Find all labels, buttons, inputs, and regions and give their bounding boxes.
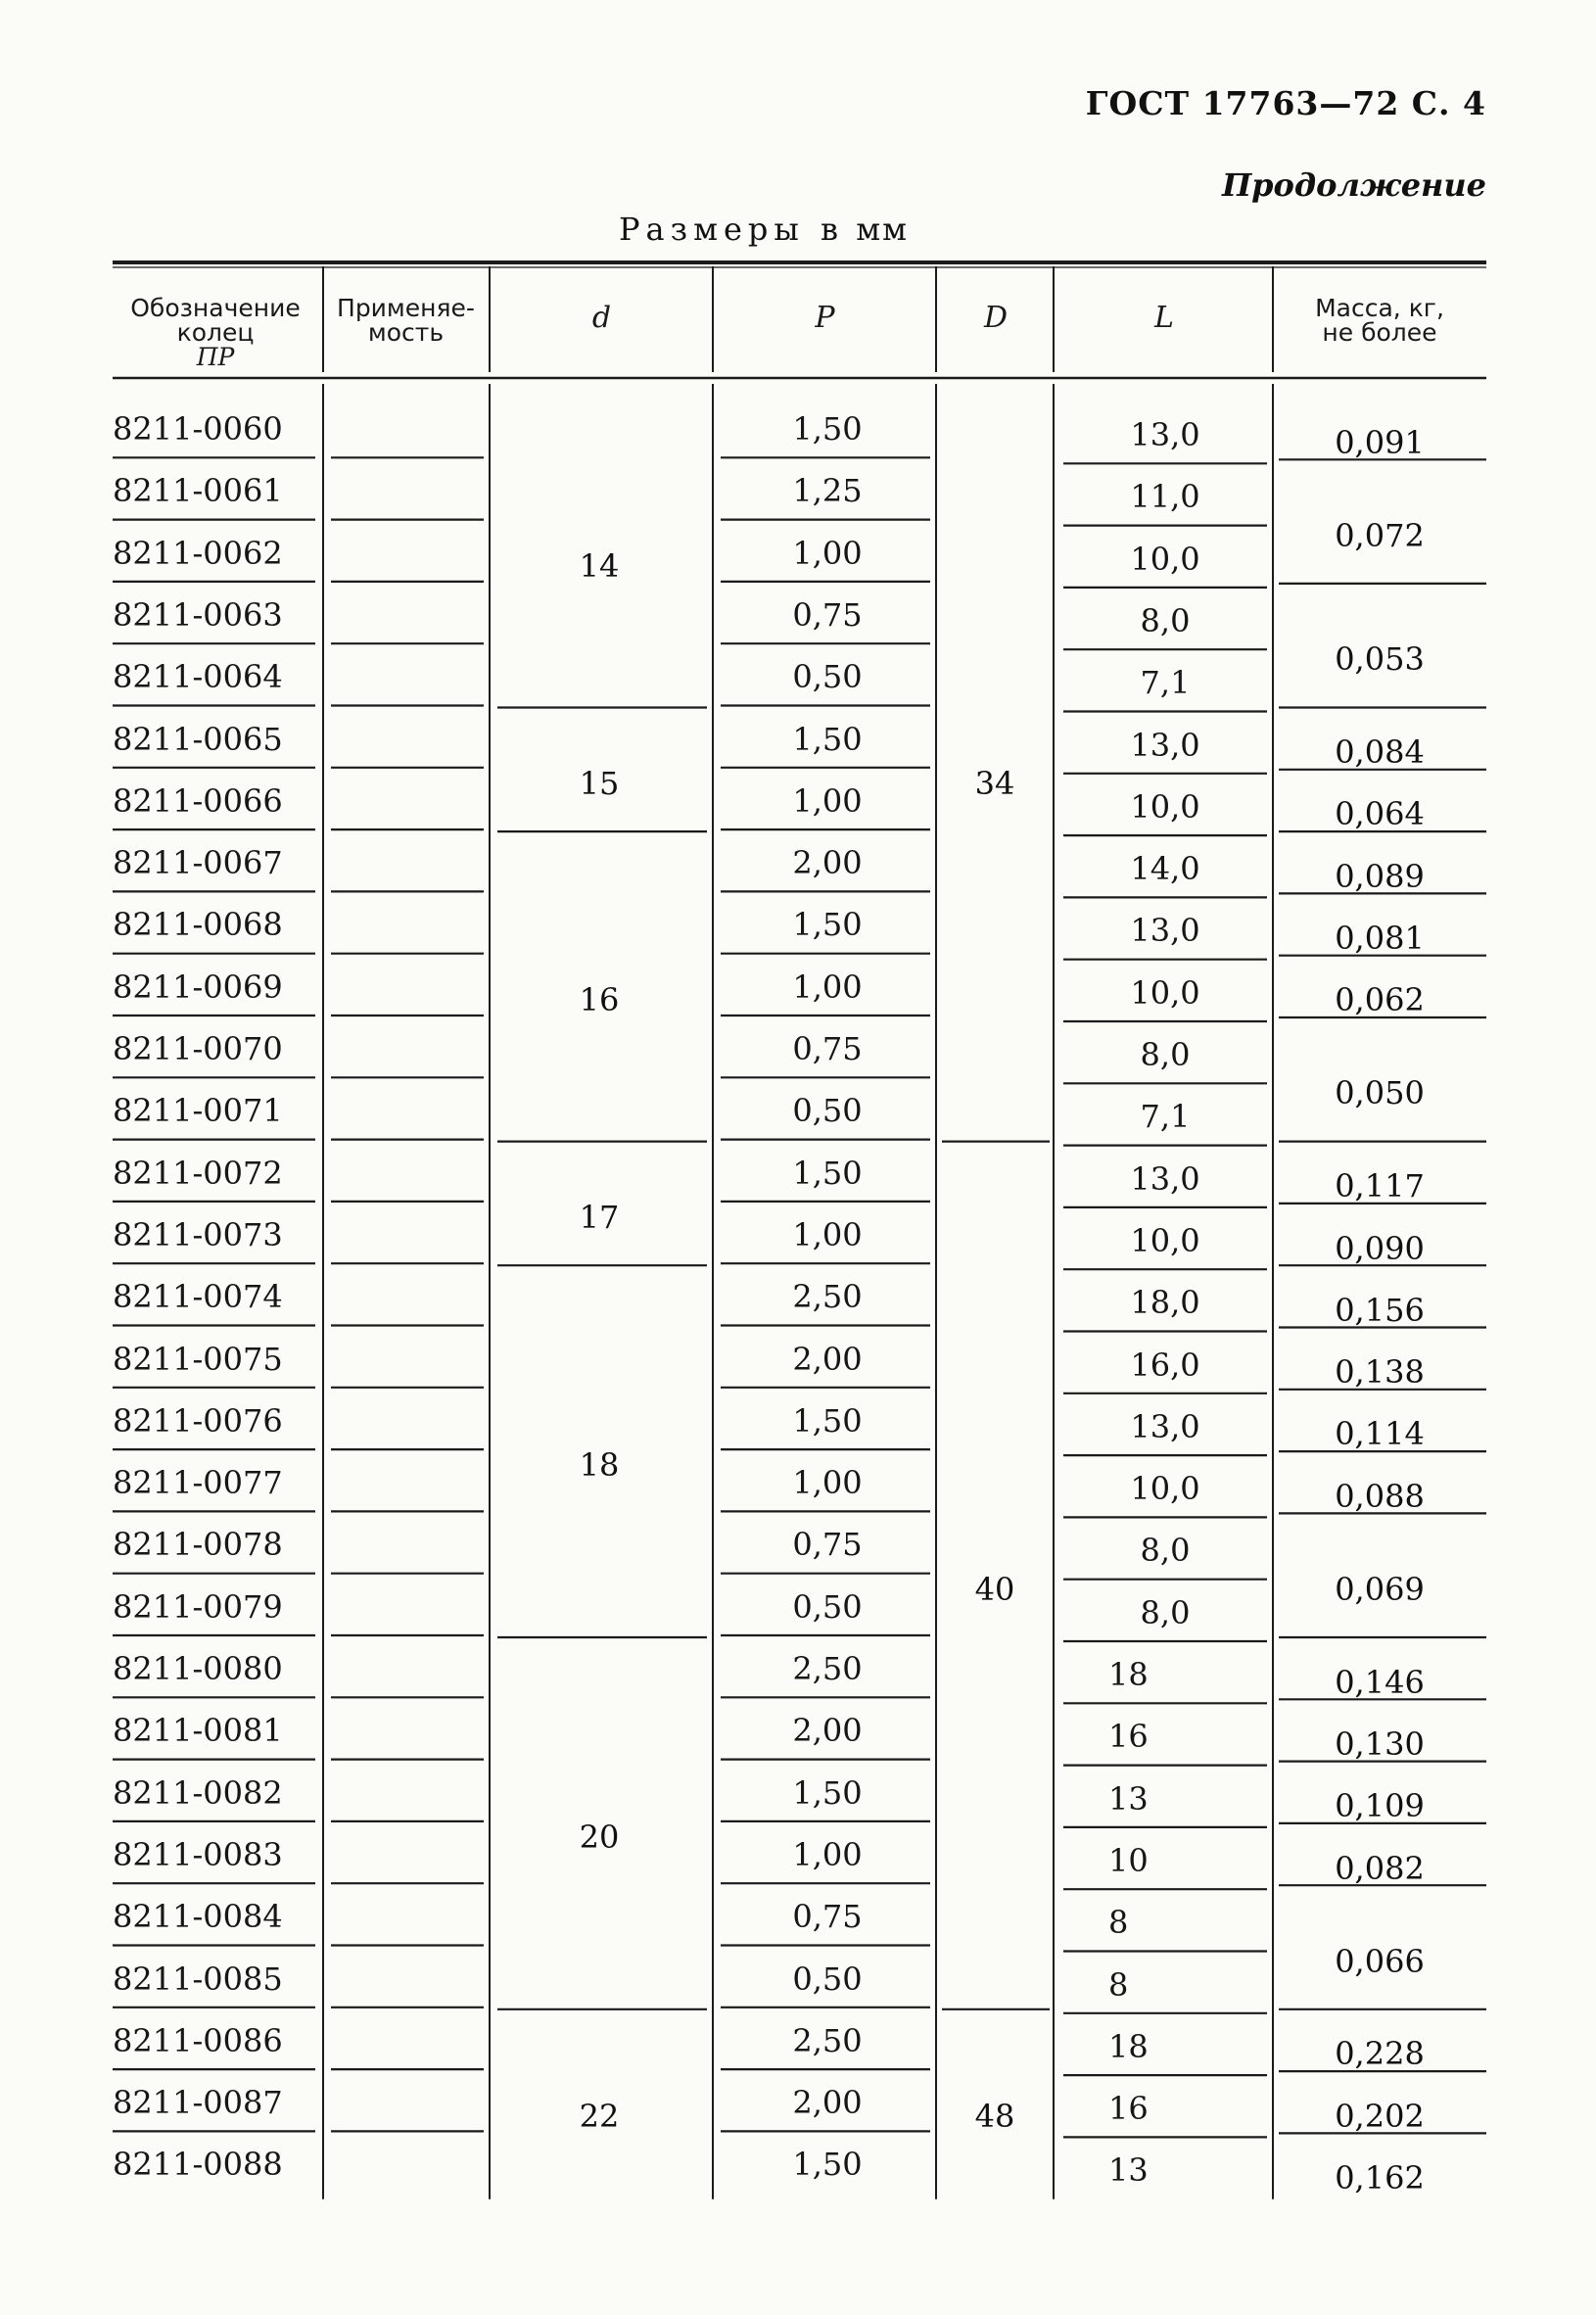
length-l-cell: 16: [1108, 2090, 1149, 2128]
length-l-cell: 7,1: [1140, 1098, 1191, 1136]
diameter-d-cell: 22: [579, 2097, 620, 2135]
pitch-p-cell: 2,00: [792, 844, 863, 882]
mass-cell: 0,090: [1335, 1229, 1425, 1267]
mass-cell: 0,138: [1335, 1353, 1425, 1392]
pitch-p-cell: 0,50: [792, 1587, 863, 1626]
pitch-p-cell: 0,50: [792, 1960, 863, 1998]
continuation-label: Продолжение: [1221, 166, 1486, 204]
mass-cell: 0,053: [1335, 640, 1425, 679]
length-l-cell: 10,0: [1130, 973, 1200, 1012]
header-D: D: [983, 301, 1009, 335]
ring-code-cell: 8211-0060: [113, 410, 283, 448]
ring-code-cell: 8211-0080: [113, 1650, 283, 1687]
length-l-cell: 10: [1108, 1841, 1149, 1879]
pitch-p-cell: 2,00: [792, 2084, 863, 2122]
length-l-cell: 10,0: [1130, 540, 1200, 578]
length-l-cell: 8,0: [1140, 1036, 1191, 1073]
length-l-cell: 8,0: [1140, 601, 1191, 639]
pitch-p-cell: 2,00: [792, 1712, 863, 1750]
length-l-cell: 10,0: [1130, 1221, 1200, 1259]
length-l-cell: 18,0: [1130, 1284, 1200, 1322]
ring-code-cell: 8211-0072: [113, 1154, 283, 1192]
mass-cell: 0,064: [1335, 795, 1425, 833]
header-mass-line2: не более: [1322, 318, 1437, 347]
length-l-cell: 13,0: [1130, 416, 1200, 453]
ring-code-cell: 8211-0076: [113, 1401, 283, 1440]
diameter-d-cell: 17: [579, 1198, 620, 1236]
pitch-p-cell: 1,00: [792, 1464, 863, 1502]
diameter-d-cell: 14: [579, 547, 620, 586]
ring-code-cell: 8211-0085: [113, 1960, 283, 1998]
pitch-p-cell: 2,50: [792, 1278, 863, 1316]
pitch-p-cell: 2,50: [792, 1650, 863, 1687]
ring-code-cell: 8211-0082: [113, 1773, 283, 1812]
pitch-p-cell: 1,25: [792, 472, 863, 510]
mass-cell: 0,084: [1335, 733, 1425, 772]
length-l-cell: 8: [1108, 1965, 1129, 2004]
mass-cell: 0,069: [1335, 1570, 1425, 1608]
units-word-mm: мм: [856, 211, 909, 248]
outer-D-cell: 48: [974, 2097, 1015, 2135]
diameter-d-cell: 15: [579, 764, 620, 802]
ring-code-cell: 8211-0069: [113, 968, 283, 1006]
header-code-line1: Обозначение: [130, 294, 301, 322]
header-L: L: [1154, 301, 1174, 335]
pitch-p-cell: 2,50: [792, 2021, 863, 2059]
mass-cell: 0,050: [1335, 1074, 1425, 1112]
ring-code-cell: 8211-0086: [113, 2021, 283, 2059]
length-l-cell: 13,0: [1130, 912, 1200, 950]
header-mass-line1: Масса, кг,: [1315, 294, 1444, 322]
mass-cell: 0,062: [1335, 981, 1425, 1019]
mass-cell: 0,088: [1335, 1477, 1425, 1515]
header-applicability-line2: мость: [367, 318, 445, 347]
ring-code-cell: 8211-0083: [113, 1835, 283, 1873]
ring-code-cell: 8211-0078: [113, 1526, 283, 1564]
mass-cell: 0,089: [1335, 857, 1425, 895]
ring-code-cell: 8211-0070: [113, 1030, 283, 1067]
length-l-cell: 16,0: [1130, 1346, 1200, 1384]
units-word-in: в: [821, 211, 841, 248]
units-caption: [619, 211, 909, 248]
header-d: d: [591, 301, 612, 335]
mass-cell: 0,114: [1335, 1415, 1425, 1453]
ring-code-cell: 8211-0066: [113, 781, 283, 820]
ring-code-cell: 8211-0073: [113, 1215, 283, 1253]
mass-cell: 0,081: [1335, 920, 1425, 958]
mass-cell: 0,091: [1335, 423, 1425, 461]
ring-code-cell: 8211-0063: [113, 595, 283, 634]
ring-code-cell: 8211-0068: [113, 906, 283, 944]
mass-cell: 0,072: [1335, 516, 1425, 554]
ring-code-cell: 8211-0062: [113, 534, 283, 572]
header-p: P: [815, 301, 835, 335]
pitch-p-cell: 1,00: [792, 1215, 863, 1253]
pitch-p-cell: 1,50: [792, 410, 863, 448]
length-l-cell: 8,0: [1140, 1593, 1191, 1631]
mass-cell: 0,146: [1335, 1663, 1425, 1701]
diameter-d-cell: 18: [579, 1446, 620, 1485]
pitch-p-cell: 0,75: [792, 595, 863, 634]
mass-cell: 0,228: [1335, 2035, 1425, 2073]
mass-cell: 0,156: [1335, 1291, 1425, 1329]
ring-code-cell: 8211-0081: [113, 1712, 283, 1750]
pitch-p-cell: 1,00: [792, 534, 863, 572]
mass-cell: 0,109: [1335, 1787, 1425, 1825]
length-l-cell: 10,0: [1130, 787, 1200, 826]
ring-code-cell: 8211-0071: [113, 1092, 283, 1130]
units-word-sizes: Размеры: [619, 211, 805, 248]
length-l-cell: 10,0: [1130, 1470, 1200, 1508]
length-l-cell: 13,0: [1130, 726, 1200, 764]
ring-code-cell: 8211-0075: [113, 1340, 283, 1378]
ring-code-cell: 8211-0084: [113, 1898, 283, 1936]
ring-code-cell: 8211-0077: [113, 1464, 283, 1502]
length-l-cell: 13: [1108, 2151, 1149, 2190]
header-code-line2: колец: [176, 318, 255, 347]
pitch-p-cell: 1,00: [792, 1835, 863, 1873]
pitch-p-cell: 1,00: [792, 968, 863, 1006]
mass-cell: 0,066: [1335, 1942, 1425, 1980]
header-code: [113, 296, 318, 369]
ring-code-cell: 8211-0074: [113, 1278, 283, 1316]
document-code: ГОСТ 17763—72 С. 4: [1085, 84, 1486, 122]
ring-code-cell: 8211-0079: [113, 1587, 283, 1626]
ring-code-cell: 8211-0087: [113, 2084, 283, 2122]
diameter-d-cell: 16: [579, 981, 620, 1019]
outer-D-cell: 34: [974, 764, 1015, 802]
length-l-cell: 16: [1108, 1718, 1149, 1756]
mass-cell: 0,202: [1335, 2097, 1425, 2135]
mass-cell: 0,130: [1335, 1724, 1425, 1763]
pitch-p-cell: 1,50: [792, 720, 863, 758]
length-l-cell: 13,0: [1130, 1407, 1200, 1445]
ring-code-cell: 8211-0065: [113, 720, 283, 758]
length-l-cell: 11,0: [1130, 478, 1200, 516]
mass-cell: 0,117: [1335, 1167, 1425, 1205]
pitch-p-cell: 0,50: [792, 658, 863, 696]
header-mass: [1277, 296, 1482, 345]
length-l-cell: 14,0: [1130, 850, 1200, 888]
ring-code-cell: 8211-0061: [113, 472, 283, 510]
length-l-cell: 18: [1108, 1656, 1149, 1693]
ring-code-cell: 8211-0067: [113, 844, 283, 882]
length-l-cell: 8: [1108, 1904, 1129, 1942]
length-l-cell: 13,0: [1130, 1159, 1200, 1198]
pitch-p-cell: 0,75: [792, 1030, 863, 1067]
pitch-p-cell: 1,50: [792, 2146, 863, 2184]
pitch-p-cell: 0,75: [792, 1526, 863, 1564]
pitch-p-cell: 0,50: [792, 1092, 863, 1130]
pitch-p-cell: 1,50: [792, 1154, 863, 1192]
mass-cell: 0,082: [1335, 1849, 1425, 1887]
pitch-p-cell: 1,50: [792, 906, 863, 944]
pitch-p-cell: 0,75: [792, 1898, 863, 1936]
length-l-cell: 18: [1108, 2027, 1149, 2065]
ring-code-cell: 8211-0088: [113, 2146, 283, 2184]
outer-D-cell: 40: [974, 1570, 1015, 1608]
diameter-d-cell: 20: [579, 1818, 620, 1856]
pitch-p-cell: 1,50: [792, 1773, 863, 1812]
pitch-p-cell: 1,00: [792, 781, 863, 820]
pitch-p-cell: 1,50: [792, 1401, 863, 1440]
header-code-line3: ПР: [196, 343, 235, 371]
mass-cell: 0,162: [1335, 2159, 1425, 2197]
ring-code-cell: 8211-0064: [113, 658, 283, 696]
length-l-cell: 13: [1108, 1779, 1149, 1818]
header-applicability: [325, 296, 487, 345]
length-l-cell: 7,1: [1140, 664, 1191, 702]
header-applicability-line1: Применяе-: [337, 294, 475, 322]
pitch-p-cell: 2,00: [792, 1340, 863, 1378]
length-l-cell: 8,0: [1140, 1532, 1191, 1570]
